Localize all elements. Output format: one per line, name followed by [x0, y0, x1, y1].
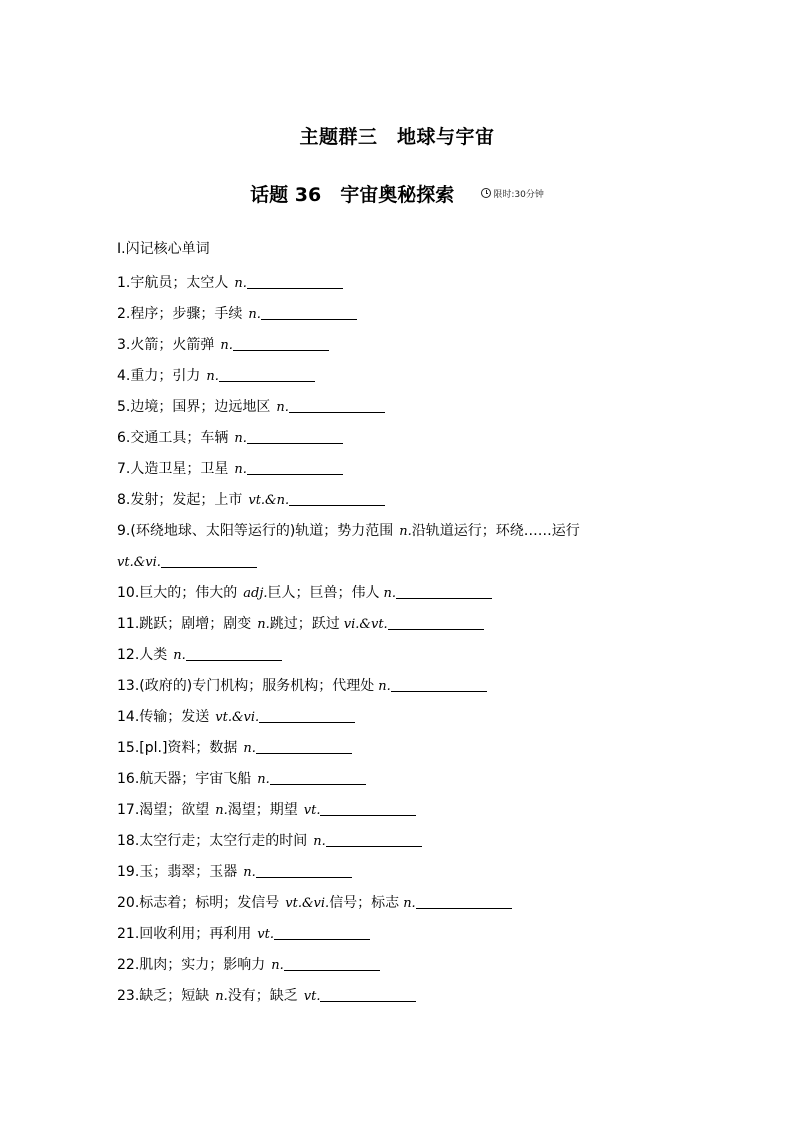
item-meaning-2: 跳过；跃过	[269, 616, 340, 632]
vocab-item	[117, 919, 687, 950]
answer-blank[interactable]	[247, 460, 343, 475]
item-number: 9.	[117, 523, 131, 539]
item-pos-2: n.	[383, 586, 397, 601]
section-heading: Ⅰ.闪记核心单词	[117, 241, 210, 257]
answer-blank[interactable]	[161, 553, 257, 568]
item-meaning: 缺乏；短缺	[139, 988, 210, 1004]
item-meaning: 巨大的；伟大的	[139, 585, 238, 601]
item-meaning-2: 渴望；期望	[227, 802, 298, 818]
item-pos-2: vt.&vi.	[117, 555, 161, 570]
item-meaning-2: 沿轨道运行；环绕……运行	[411, 523, 580, 539]
item-number: 20.	[117, 895, 140, 911]
item-meaning: 肌肉；实力；影响力	[139, 957, 266, 973]
vocab-list	[117, 268, 687, 1012]
answer-blank[interactable]	[261, 305, 357, 320]
vocab-item	[117, 268, 687, 299]
item-meaning: 程序；步骤；手续	[130, 306, 243, 322]
item-number: 5.	[117, 399, 131, 415]
vocab-item	[117, 888, 687, 919]
item-meaning: 回收利用；再利用	[139, 926, 252, 942]
item-meaning: 火箭；火箭弹	[130, 337, 215, 353]
vocab-item	[117, 485, 687, 516]
vocab-item	[117, 392, 687, 423]
item-pos: n.	[257, 772, 270, 787]
clock-icon	[481, 188, 491, 198]
theme-group-title: 主题群三 地球与宇宙	[299, 126, 495, 148]
item-pos-2: vt.	[303, 803, 321, 818]
item-pos: n.	[234, 431, 247, 446]
item-pos: n.	[220, 338, 233, 353]
answer-blank[interactable]	[326, 832, 422, 847]
answer-blank[interactable]	[289, 491, 385, 506]
answer-blank[interactable]	[274, 925, 370, 940]
item-meaning: 人造卫星；卫星	[130, 461, 229, 477]
item-meaning: 交通工具；车辆	[130, 430, 229, 446]
answer-blank[interactable]	[256, 739, 352, 754]
vocab-item	[117, 857, 687, 888]
item-pos: n.	[271, 958, 284, 973]
answer-blank[interactable]	[233, 336, 329, 351]
time-limit-text: 限时:30分钟	[493, 190, 544, 200]
item-number: 18.	[117, 833, 140, 849]
vocab-item	[117, 826, 687, 857]
vocab-item	[117, 764, 687, 795]
vocab-item	[117, 299, 687, 330]
answer-blank[interactable]	[416, 894, 512, 909]
item-meaning: [pl.]资料；数据	[139, 740, 238, 756]
item-pos: n.	[248, 307, 261, 322]
item-pos: vt.&vi.	[285, 896, 330, 911]
answer-blank[interactable]	[396, 584, 492, 599]
item-number: 21.	[117, 926, 140, 942]
item-number: 4.	[117, 368, 131, 384]
item-number: 19.	[117, 864, 140, 880]
vocab-item	[117, 950, 687, 981]
item-number: 16.	[117, 771, 140, 787]
item-number: 23.	[117, 988, 140, 1004]
vocab-item	[117, 330, 687, 361]
item-number: 8.	[117, 492, 131, 508]
item-number: 17.	[117, 802, 140, 818]
item-number: 11.	[117, 616, 140, 632]
item-pos: adj.	[243, 586, 268, 601]
vocab-item	[117, 578, 687, 609]
vocab-item	[117, 733, 687, 764]
item-number: 2.	[117, 306, 131, 322]
item-meaning: 跳跃；剧增；剧变	[139, 616, 252, 632]
item-number: 1.	[117, 275, 131, 291]
topic-row	[0, 180, 794, 207]
item-pos: n.	[243, 741, 256, 756]
answer-blank[interactable]	[256, 863, 352, 878]
item-meaning: 渴望；欲望	[139, 802, 210, 818]
vocab-item	[117, 702, 687, 733]
item-meaning: 太空行走；太空行走的时间	[139, 833, 308, 849]
item-meaning-2: 没有；缺乏	[227, 988, 298, 1004]
item-meaning: 人类	[139, 647, 168, 663]
vocab-item	[117, 671, 687, 702]
item-pos: n.	[173, 648, 186, 663]
item-pos: n.	[234, 462, 247, 477]
item-meaning: (政府的)专门机构；服务机构；代理处	[139, 678, 375, 694]
item-meaning: 航天器；宇宙飞船	[139, 771, 252, 787]
answer-blank[interactable]	[391, 677, 487, 692]
item-meaning: 传输；发送	[139, 709, 210, 725]
item-pos: n.	[257, 617, 270, 632]
item-meaning-2: 巨人；巨兽；伟人	[267, 585, 380, 601]
vocab-item	[117, 609, 687, 640]
answer-blank[interactable]	[247, 429, 343, 444]
vocab-item	[117, 795, 687, 826]
answer-blank[interactable]	[289, 398, 385, 413]
item-number: 6.	[117, 430, 131, 446]
item-pos-2: n.	[403, 896, 416, 911]
item-meaning: 边境；国界；边远地区	[130, 399, 271, 415]
item-meaning: 玉；翡翠；玉器	[139, 864, 238, 880]
answer-blank[interactable]	[320, 801, 416, 816]
item-pos: n.	[399, 524, 412, 539]
item-number: 14.	[117, 709, 140, 725]
item-pos: vt.&vi.	[215, 710, 260, 725]
item-pos: n.	[313, 834, 326, 849]
item-meaning-2: 信号；标志	[329, 895, 400, 911]
item-number: 22.	[117, 957, 140, 973]
vocab-item	[117, 454, 687, 485]
answer-blank[interactable]	[320, 987, 416, 1002]
item-meaning: 重力；引力	[130, 368, 201, 384]
item-number: 12.	[117, 647, 140, 663]
answer-blank[interactable]	[247, 274, 343, 289]
vocab-item	[117, 516, 687, 578]
item-pos: vt.&n.	[248, 493, 290, 508]
item-meaning: (环绕地球、太阳等运行的)轨道；势力范围	[130, 523, 394, 539]
vocab-item	[117, 981, 687, 1012]
item-number: 10.	[117, 585, 140, 601]
item-pos-2: vi.&vt.	[343, 617, 388, 632]
answer-blank[interactable]	[270, 770, 366, 785]
item-pos: n.	[234, 276, 247, 291]
answer-blank[interactable]	[284, 956, 380, 971]
item-pos: n.	[243, 865, 256, 880]
answer-blank[interactable]	[186, 646, 282, 661]
topic-title: 话题 36 宇宙奥秘探索	[250, 184, 455, 206]
item-pos: n.	[215, 803, 228, 818]
item-pos: n.	[276, 400, 289, 415]
item-pos: n.	[215, 989, 228, 1004]
item-meaning: 标志着；标明；发信号	[139, 895, 280, 911]
item-pos: vt.	[257, 927, 274, 942]
answer-blank[interactable]	[259, 708, 355, 723]
item-number: 13.	[117, 678, 140, 694]
answer-blank[interactable]	[388, 615, 484, 630]
item-number: 3.	[117, 337, 131, 353]
vocab-item	[117, 423, 687, 454]
item-meaning: 宇航员；太空人	[130, 275, 229, 291]
item-pos: n.	[206, 369, 219, 384]
item-number: 7.	[117, 461, 131, 477]
item-pos-2: vt.	[303, 989, 321, 1004]
answer-blank[interactable]	[219, 367, 315, 382]
item-number: 15.	[117, 740, 140, 756]
item-meaning: 发射；发起；上市	[130, 492, 243, 508]
time-limit	[481, 187, 544, 200]
vocab-item	[117, 361, 687, 392]
item-pos: n.	[378, 679, 391, 694]
vocab-item	[117, 640, 687, 671]
